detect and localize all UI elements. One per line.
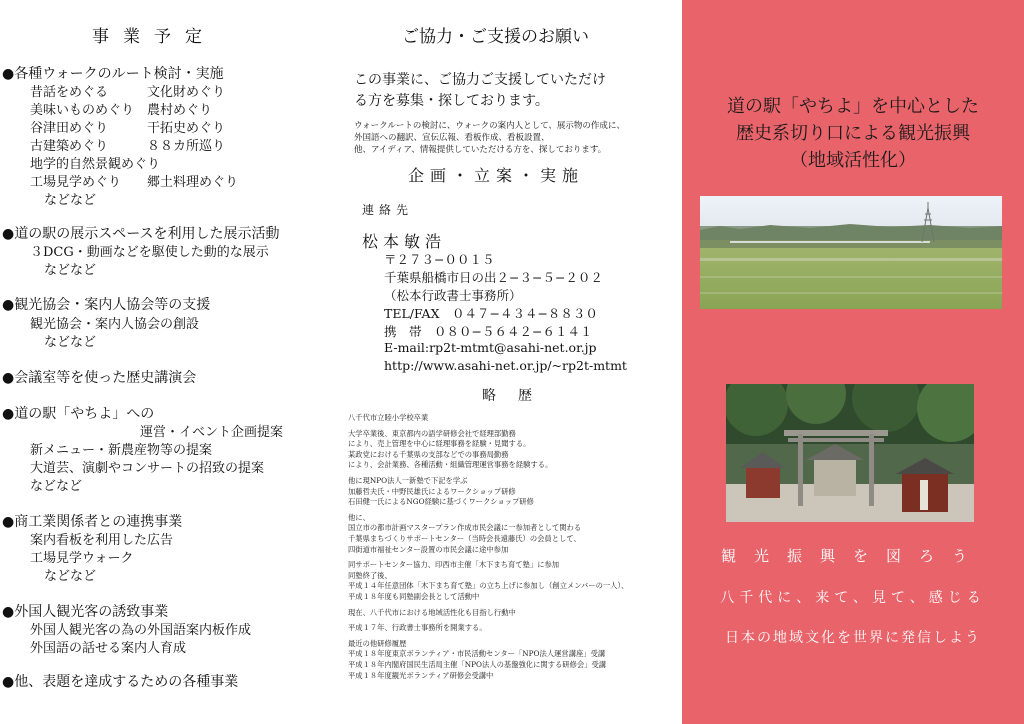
shrine-image: [726, 384, 974, 522]
section-item: 工場見学ウォーク: [30, 551, 134, 566]
middle-column: [340, 0, 682, 724]
bio-line: により、売上管理を中心に経理事務を経験・見聞する。: [348, 439, 531, 449]
landscape-image: [700, 196, 1002, 309]
bio-line: 同サポートセンター協力、印西市主催「木下まち育て塾」に参加: [348, 560, 560, 570]
shrine-photo: [726, 384, 974, 522]
section-item: などなど: [44, 335, 97, 350]
bio-line: 千葉県まちづくりサポートセンター（当時会長遠藤氏）の会員として、: [348, 534, 581, 543]
bio-line: 四街道市福祉センター設置の市民会議に途中参加: [348, 544, 509, 554]
bio-line: 現在、八千代市における地域活性化も目指し行動中: [348, 607, 516, 617]
tel-fax: TEL/FAX ０４７−４３４−８８３０: [384, 306, 598, 321]
bio-line: 平成１８年内閣府国民生活局主催「NPO法人の基盤強化に関する研修会」受講: [348, 660, 607, 669]
section-item: ３DCG・動画などを駆使した動的な展示: [30, 245, 269, 260]
section-title: ●会議室等を使った歴史講演会: [2, 370, 197, 386]
planning-heading: 企画・立案・実施: [408, 166, 585, 185]
section-item: 地学的自然景観めぐり: [30, 157, 161, 172]
section-title: ●道の駅「やちよ」への: [2, 406, 155, 422]
section-title: ●他、表題を達成するための各種事業: [2, 674, 239, 690]
bio-line: 石田健一氏によるNGO経験に基づくワークショップ研修: [348, 497, 534, 507]
right-panel: [682, 0, 1024, 724]
section-item: 昔話をめぐる 文化財めぐり: [30, 85, 226, 100]
bio-line: 某政党における千葉県の支部などでの事務局勤務: [348, 449, 509, 459]
section-item: 外国人観光客の為の外国語案内板作成: [30, 623, 252, 638]
section-item: 観光協会・案内人協会の創設: [30, 317, 200, 332]
email-link[interactable]: E-mail:rp2t-mtmt@asahi-net.or.jp: [384, 340, 597, 355]
bio-line: により、会計業務、各種活動・組織管理運営事務を経験する。: [348, 460, 553, 470]
support-request-heading: ご協力・ご支援のお願い: [402, 27, 589, 47]
section-title: ●各種ウォークのルート検討・実施: [2, 66, 224, 82]
request-detail-2: 外国語への翻訳、宣伝広報、看板作成、看板設置、: [354, 133, 550, 143]
section-item: 工場見学めぐり 郷土料理めぐり: [30, 175, 239, 190]
slogan-3: 日本の地域文化を世界に発信しよう: [725, 630, 981, 646]
lead-line-1: この事業に、ご協力ご支援していただけ: [354, 72, 606, 88]
section-item: 運営・イベント企画提案: [140, 425, 284, 440]
bio-line: 平成１８年度東京ボランティア・市民活動センター「NPO法人運営講座」受講: [348, 649, 606, 659]
section-item: 案内看板を利用した広告: [30, 533, 174, 548]
bio-line: 八千代市立睦小学校卒業: [348, 413, 429, 422]
mobile-phone: 携 帯 ０８０−５６４２−６１４１: [384, 324, 593, 339]
bio-line: 最近の他研修履歴: [348, 638, 407, 648]
bio-line: 国立市の都市計画マスタープラン作成市民会議に一参加者として関わる: [348, 523, 582, 533]
request-detail-1: ウォークルートの検討に、ウォークの案内人として、展示物の作成に、: [354, 121, 625, 131]
section-title: ●観光協会・案内人協会等の支援: [2, 297, 211, 313]
bio-line: 同塾終了後、: [348, 570, 392, 580]
address: 千葉県船橋市日の出２−３−５−２０２: [384, 270, 603, 285]
office-name: （松本行政書士事務所）: [384, 288, 522, 303]
bio-line: 他に現NPO法人一新塾で下記を学ぶ: [348, 476, 468, 485]
section-item: 外国語の話せる案内人育成: [30, 641, 187, 656]
bio-line: 加藤哲夫氏・中野民雄氏によるワークショップ研修: [348, 486, 516, 496]
section-item: などなど: [44, 569, 97, 584]
section-item: 古建築めぐり ８８カ所巡り: [30, 139, 226, 154]
bio-line: 他に、: [348, 512, 370, 522]
section-item: 新メニュー・新農産物等の提案: [30, 443, 213, 458]
bio-line: 平成１４年任意団体「木下まち育て塾」の立ち上げに参加し（創立メンバーの一人）、: [348, 581, 629, 591]
business-plan-heading: 事業予定: [92, 27, 216, 47]
contact-label: 連絡先: [362, 203, 414, 217]
bio-line: 平成１８年度も同塾副会長として活動中: [348, 592, 480, 601]
section-title: ●道の駅の展示スペースを利用した展示活動: [2, 226, 280, 242]
bio-line: 平成１７年、行政書士事務所を開業する。: [348, 623, 487, 633]
section-item: などなど: [44, 193, 97, 208]
contact-name: 松本敏浩: [362, 232, 447, 251]
section-title: ●外国人観光客の誘致事業: [2, 604, 169, 620]
section-item: 美味いものめぐり 農村めぐり: [30, 103, 213, 118]
main-title-line-2: 歴史系切り口による観光振興: [736, 123, 970, 144]
section-title: ●商工業関係者との連携事業: [2, 514, 183, 530]
request-detail-3: 他、アイディア、情報提供していただける方を、探しております。: [354, 145, 607, 155]
bio-line: 大学卒業後、東京都内の語学研修会社で経理部勤務: [348, 428, 516, 438]
rice-field-photo: [700, 196, 1002, 309]
history-heading: 略歴: [482, 388, 554, 404]
website-link[interactable]: http://www.asahi-net.or.jp/~rp2t-mtmt: [384, 358, 627, 373]
lead-line-2: る方を募集・探しております。: [354, 93, 549, 109]
main-title-line-3: （地域活性化）: [790, 150, 916, 171]
slogan-2: 八千代に、来て、見て、感じる: [720, 590, 986, 606]
section-item: などなど: [30, 479, 83, 494]
section-item: などなど: [44, 263, 97, 278]
bio-line: 平成１８年度観光ボランティア研修会受講中: [348, 670, 494, 680]
slogan-1: 観光振興を図ろう: [720, 547, 985, 565]
section-item: 大道芸、演劇やコンサートの招致の提案: [30, 461, 265, 476]
postal-code: 〒２７３−００１５: [384, 252, 495, 267]
left-column: [0, 0, 340, 724]
section-item: 谷津田めぐり 干拓史めぐり: [30, 121, 226, 136]
main-title-line-1: 道の駅「やちよ」を中心とした: [727, 96, 979, 117]
